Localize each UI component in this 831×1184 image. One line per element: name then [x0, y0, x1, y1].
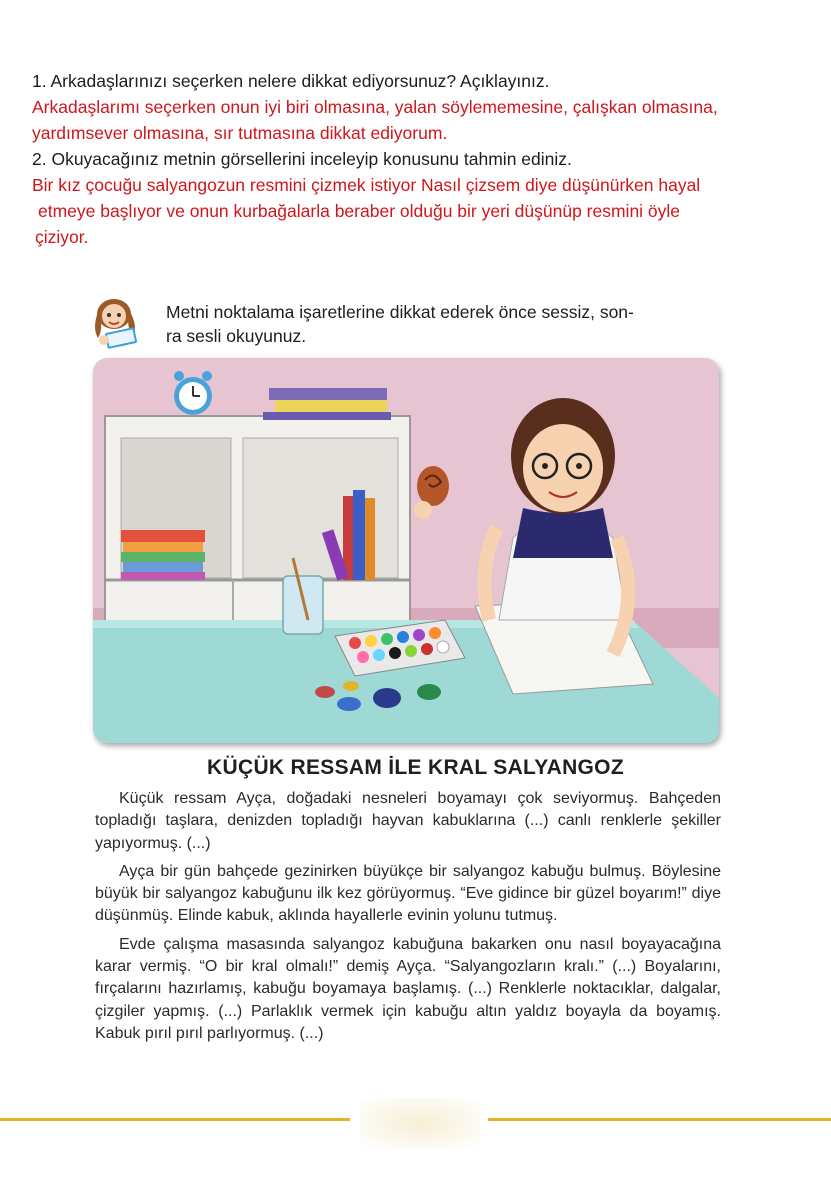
story-text: [95, 788, 721, 1051]
story-illustration: [93, 358, 719, 743]
alarm-clock-icon: [174, 371, 212, 415]
answer-2-line-1: Bir kız çocuğu salyangozun resmini çizmek istiyor Nasıl çizsem diye düşünürken hayal: [32, 175, 701, 195]
answer-1-line-1: Arkadaşlarımı seçerken onun iyi biri olmasına, yalan söylememesine, çalışkan olmasına,: [32, 97, 718, 117]
reading-girl-mascot-icon: [84, 292, 146, 350]
instruction-line-1: Metni noktalama işaretlerine dikkat ederek önce sessiz, son-: [166, 302, 634, 322]
instruction-line-2: ra sesli okuyunuz.: [166, 326, 307, 346]
story-paragraph-3: Evde çalışma masasında salyangoz kabuğuna bakarken onu nasıl boyayacağına karar vermiş. “O bir kral olmalı!” demiş Ayça. “Salyangozların kralı.” (...) Boyalarını, fırçalarını hazırlamış, kabuğu boyamaya başlamış. (...) Renklerle noktacıklar, dalgalar, çizgiler yapmış. (...) Parlaklık vermek için kabuğu altın yaldız boyayla da boyamış. Kabuk pırıl pırıl parlıyormuş. (...): [95, 935, 721, 1042]
question-2: 2. Okuyacağınız metnin görsellerini inceleyip konusunu tahmin ediniz.: [32, 149, 572, 169]
footer-line-right: [488, 1118, 831, 1121]
answer-2-line-2: etmeye başlıyor ve onun kurbağalarla beraber olduğu bir yeri düşünüp resmini öyle: [38, 201, 681, 221]
footer-glow: [360, 1098, 480, 1148]
story-paragraph-1: Küçük ressam Ayça, doğadaki nesneleri boyamayı çok seviyormuş. Bahçeden topladığı taşlara, denizden topladığı hayvan kabuklarına (...) canlı renklerle şekiller yapıyormuş. (...): [95, 790, 721, 852]
answer-1-line-2: yardımsever olmasına, sır tutmasına dikkat ediyorum.: [32, 123, 448, 143]
books-on-top: [263, 388, 391, 420]
answer-2-line-3: çiziyor.: [35, 227, 89, 247]
book-stack: [121, 530, 205, 580]
footer-line-left: [0, 1118, 350, 1121]
question-1: 1. Arkadaşlarınızı seçerken nelere dikkat ediyorsunuz? Açıklayınız.: [32, 71, 550, 91]
story-paragraph-2: Ayça bir gün bahçede gezinirken büyükçe bir salyangoz kabuğu bulmuş. Böylesine büyük bir salyangoz kabuğunu ilk kez görüyormuş. “Eve gidince bir güzel boyarım!” diye düşünmüş. Elinde kabuk, aklında hayallerle evinin yolunu tutmuş.: [95, 862, 721, 925]
story-title: KÜÇÜK RESSAM İLE KRAL SALYANGOZ: [207, 756, 624, 779]
questions-section: [32, 68, 822, 250]
reading-instruction: [84, 292, 734, 350]
